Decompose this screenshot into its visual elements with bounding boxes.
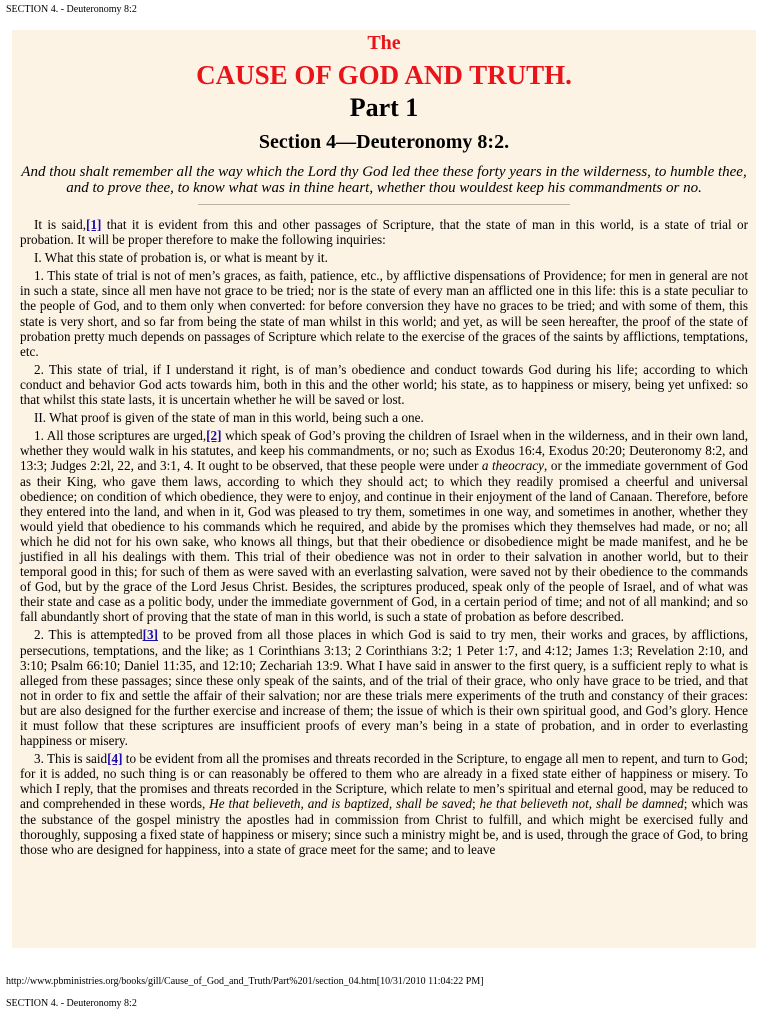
page-content (12, 30, 756, 948)
print-footer-title: SECTION 4. - Deuteronomy 8:2 (6, 998, 137, 1009)
heading-the: The (367, 32, 401, 54)
book-title: CAUSE OF GOD AND TRUTH. (196, 60, 572, 90)
text-run: ; which was the substance of the gospel ministry the apostles had in commission from Christ to fulfill, and which might be exercised fully and thoroughly, supposing a fixed state of happiness or misery; since such a ministry might be, and is used, through the grace of God, to bring those who are designed for happiness, into a state of grace meet for the same; and to leave (20, 796, 748, 857)
paragraph: 2. This state of trial, if I understand it right, is of man’s obedience and conduct towards God during his life; according to which conduct and behavior God acts towards him, both in this and the other world; his state, as to happiness or misery, being yet unfixed: so that whilst this state lasts, it is uncertain whether he will be saved or lost. (20, 361, 748, 408)
paragraph (20, 627, 748, 748)
text-run: ; (472, 796, 480, 812)
heading-block (12, 32, 756, 196)
scripture-verse: And thou shalt remember all the way which the Lord thy God led thee these forty years in the wilderness, to humble thee, and to prove thee, to know what was in thine heart, whether thou wouldest keep his commandments or no. (21, 164, 747, 196)
footnote-link-3[interactable]: [3] (142, 627, 158, 643)
text-run: 3. This is said (34, 751, 108, 767)
section-title: Section 4—Deuteronomy 8:2. (258, 131, 510, 153)
paragraph: I. What this state of probation is, or what is meant by it. (34, 250, 328, 266)
body-text (12, 217, 756, 857)
footnote-link-2[interactable]: [2] (206, 428, 222, 444)
paragraph (20, 217, 748, 247)
text-run: that it is evident from this and other passages of Scripture, that the state of man in this world, is a state of trial or probation. It will be proper therefore to make the following inquiries: (20, 217, 748, 248)
text-run: , or the immediate government of God as their King, who gave them laws, according to which they should act; to which they readily promised a cheerful and universal obedience; on condition of which obedience, they were to enjoy, and continue in their enjoyment of the land of Canaan. Therefore, before they entered into the land, and when in it, God was pleased to try them, sometimes in one way, and sometimes in another, whether they would yield that obedience to his commands which he required, and abide by the promises which they themselves had made, or no; all which he did not for his own sake, who knows all things, but that their obedience or disobedience might be made manifest, and he be justified in all his dealings with them. This trial of their obedience was not in order to their salvation in another world, but to their temporal good in this; for such of them as were saved with an everlasting salvation, were saved not by their obedience to the commands of God, but by the grace of the Lord Jesus Christ. Besides, the scriptures produced, speak only of the people of Israel, and of what was their state and case as a politic body, under the immediate government of God, in a certain period of time; and not of all mankind; and so fall abundantly short of proving that the state of man in this world, is such a state of probation as before described. (20, 458, 748, 625)
paragraph (20, 751, 748, 857)
print-footer-url: http://www.pbministries.org/books/gill/Cause_of_God_and_Truth/Part%201/section_04.htm[10/31/2010 11:04:22 PM] (6, 976, 484, 987)
text-run: 1. All those scriptures are urged, (34, 428, 207, 444)
text-run: to be evident from all the promises and threats recorded in the Scripture, to engage all men to repent, and turn to God; for it is added, no such thing is or can reasonably be offered to them who are already in a fixed state either of happiness or misery. To which I reply, that the promises and threats recorded in the Scripture, which relate to men’s spiritual and eternal good, may be reduced to and comprehended in these words, (20, 751, 749, 812)
text-run: to be proved from all those places in which God is said to try men, their works and graces, by afflictions, persecutions, temptations, and the like; as 1 Corinthians 3:13; 2 Corinthians 3:2; 1 Peter 1:7, and 4:12; James 1:3; Revelation 2:10, and 3:10; Psalm 66:10; Daniel 11:35, and 12:10; Zechariah 13:9. What I have said in answer to the first query, is a sufficient reply to what is alleged from these passages; since these only speak of the saints, and of the trial of their grace, who only have grace to be tried, and that not in order to fix and settle the affair of their salvation; nor are these trials mere experiments of the truth and constancy of their graces: but are also designed for the further exercise and increase of them; the issue of which is their own spiritual good, and God’s glory. Hence it must follow that these scriptures are insufficient proofs of every man’s being in a state of probation, and in order to everlasting happiness or misery. (20, 627, 749, 749)
text-run: which speak of God’s proving the children of Israel when in the wilderness, and in their own land, whether they would walk in his statutes, and keep his commandments, or no; such as Exodus 16:4, Exodus 20:20; Deuteronomy 8:2, and 13:3; Judges 2:2l, 22, and 3:1, 4. It ought to be observed, that these people were under (20, 428, 748, 474)
print-header: SECTION 4. - Deuteronomy 8:2 (6, 4, 137, 15)
part-title: Part 1 (349, 93, 419, 122)
paragraph: II. What proof is given of the state of man in this world, being such a one. (34, 410, 424, 426)
italic-text: he that believeth not, shall be damned (479, 796, 684, 812)
footnote-link-1[interactable]: [1] (86, 217, 102, 232)
paragraph (20, 428, 748, 624)
divider-rule (198, 204, 570, 208)
text-run: 2. This is attempted (34, 627, 143, 643)
italic-text: He that believeth, and is baptized, shall be saved (209, 796, 473, 812)
footnote-link-4[interactable]: [4] (107, 751, 123, 767)
paragraph: 1. This state of trial is not of men’s graces, as faith, patience, etc., by afflictive dispensations of Providence; for men in general are not in such a state, since all men have not grace to be tried; nor is the state of every man an afflicted one in this life: this is a state peculiar to the people of God, and to them only when converted: for before conversion they have no graces to be tried; and with some of them, this state is very short, and so far from being the state of man whilst in this world; and yet, as will be seen hereafter, the proof of the state of probation pretty much depends on passages of Scripture which relate to the exercise of the graces of the saints by afflictions, temptations, etc. (20, 268, 748, 359)
italic-text: a theocracy (481, 458, 545, 474)
text-run: It is said, (34, 217, 87, 232)
